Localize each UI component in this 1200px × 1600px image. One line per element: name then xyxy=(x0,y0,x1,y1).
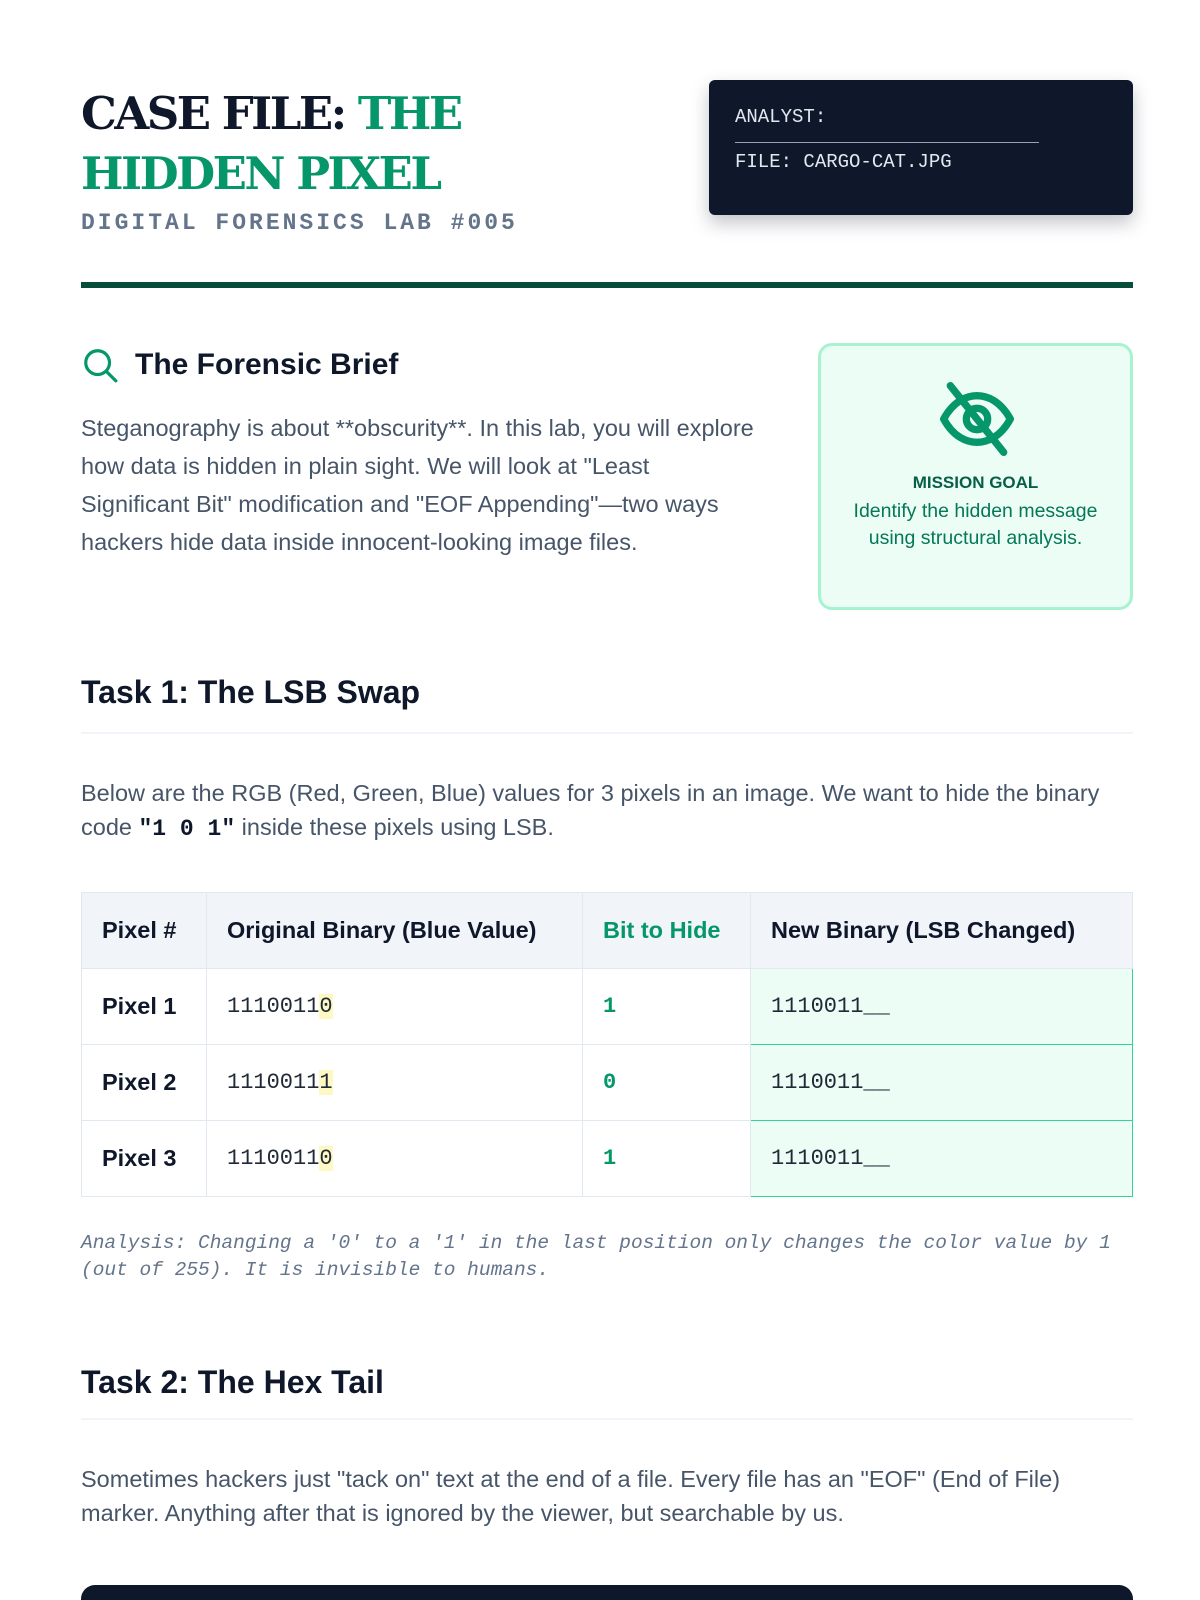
task1-text xyxy=(81,776,1133,846)
mission-goal-card xyxy=(818,343,1133,610)
analyst-label: ANALYST: xyxy=(735,106,827,128)
mission-text: Identify the hidden message using structural analysis. xyxy=(853,500,1098,549)
original-binary xyxy=(207,1045,583,1121)
title-prefix: CASE FILE: xyxy=(81,87,345,140)
eye-off-icon xyxy=(935,379,1019,459)
task1-title: Task 1: The LSB Swap xyxy=(81,674,421,710)
bit-to-hide: 1 xyxy=(583,969,751,1045)
original-lsb: 1 xyxy=(319,1070,333,1095)
search-icon xyxy=(81,346,119,384)
mission-label: MISSION GOAL xyxy=(912,473,1039,492)
original-prefix: 1110011 xyxy=(227,1146,320,1171)
table-row xyxy=(82,1121,1133,1197)
original-lsb: 0 xyxy=(319,994,333,1019)
header xyxy=(81,80,1133,290)
task2-rule xyxy=(81,1418,1133,1420)
file-label: FILE: CARGO-CAT.JPG xyxy=(735,151,952,173)
original-prefix: 1110011 xyxy=(227,994,320,1019)
brief-title: The Forensic Brief xyxy=(135,348,399,381)
original-binary xyxy=(207,969,583,1045)
analyst-name-line[interactable] xyxy=(735,142,1039,143)
task1-rule xyxy=(81,732,1133,734)
analysis-note: Analysis: Changing a '0' to a '1' in the last position only changes the color value by 1 (out of 255). It is invisible to humans. xyxy=(81,1232,1111,1281)
brief-text: Steganography is about **obscurity**. In this lab, you will explore how data is hidden in plain sight. We will look at "Least Significant Bit" modification and "EOF Appending"—two ways hackers hide data inside innocent-looking image files. xyxy=(81,415,754,555)
task1-text-after: inside these pixels using LSB. xyxy=(235,814,554,840)
table-row xyxy=(82,969,1133,1045)
header-original: Original Binary (Blue Value) xyxy=(207,893,583,969)
hex-dump-panel xyxy=(81,1585,1133,1600)
lsb-table xyxy=(81,892,1133,1197)
task1-text-before: Below are the RGB (Red, Green, Blue) values for 3 pixels in an image. We want to hide the binary code xyxy=(81,780,1100,840)
title-accent: THE HIDDEN PIXEL xyxy=(81,87,461,200)
header-bit-to-hide: Bit to Hide xyxy=(583,893,751,969)
task2-title: Task 2: The Hex Tail xyxy=(81,1364,384,1400)
pixel-label: Pixel 2 xyxy=(82,1045,207,1121)
table-row xyxy=(82,1045,1133,1121)
page-subtitle: DIGITAL FORENSICS LAB #005 xyxy=(81,210,518,236)
pixel-label: Pixel 3 xyxy=(82,1121,207,1197)
new-binary-field[interactable]: 1110011__ xyxy=(751,1121,1133,1197)
page-title xyxy=(81,84,661,204)
header-pixel: Pixel # xyxy=(82,893,207,969)
pixel-label: Pixel 1 xyxy=(82,969,207,1045)
task1-code: "1 0 1" xyxy=(138,816,236,842)
header-new-binary: New Binary (LSB Changed) xyxy=(751,893,1133,969)
table-header-row xyxy=(82,893,1133,969)
original-prefix: 1110011 xyxy=(227,1070,320,1095)
original-binary xyxy=(207,1121,583,1197)
task2-text: Sometimes hackers just "tack on" text at the end of a file. Every file has an "EOF" (End of File) marker. Anything after that is ignored by the viewer, but searchable by us. xyxy=(81,1466,1061,1526)
bit-to-hide: 1 xyxy=(583,1121,751,1197)
brief-heading xyxy=(81,345,761,385)
new-binary-field[interactable]: 1110011__ xyxy=(751,1045,1133,1121)
bit-to-hide: 0 xyxy=(583,1045,751,1121)
forensic-brief xyxy=(81,345,761,561)
original-lsb: 0 xyxy=(319,1146,333,1171)
analyst-card xyxy=(709,80,1133,215)
header-divider xyxy=(81,282,1133,288)
new-binary-field[interactable]: 1110011__ xyxy=(751,969,1133,1045)
